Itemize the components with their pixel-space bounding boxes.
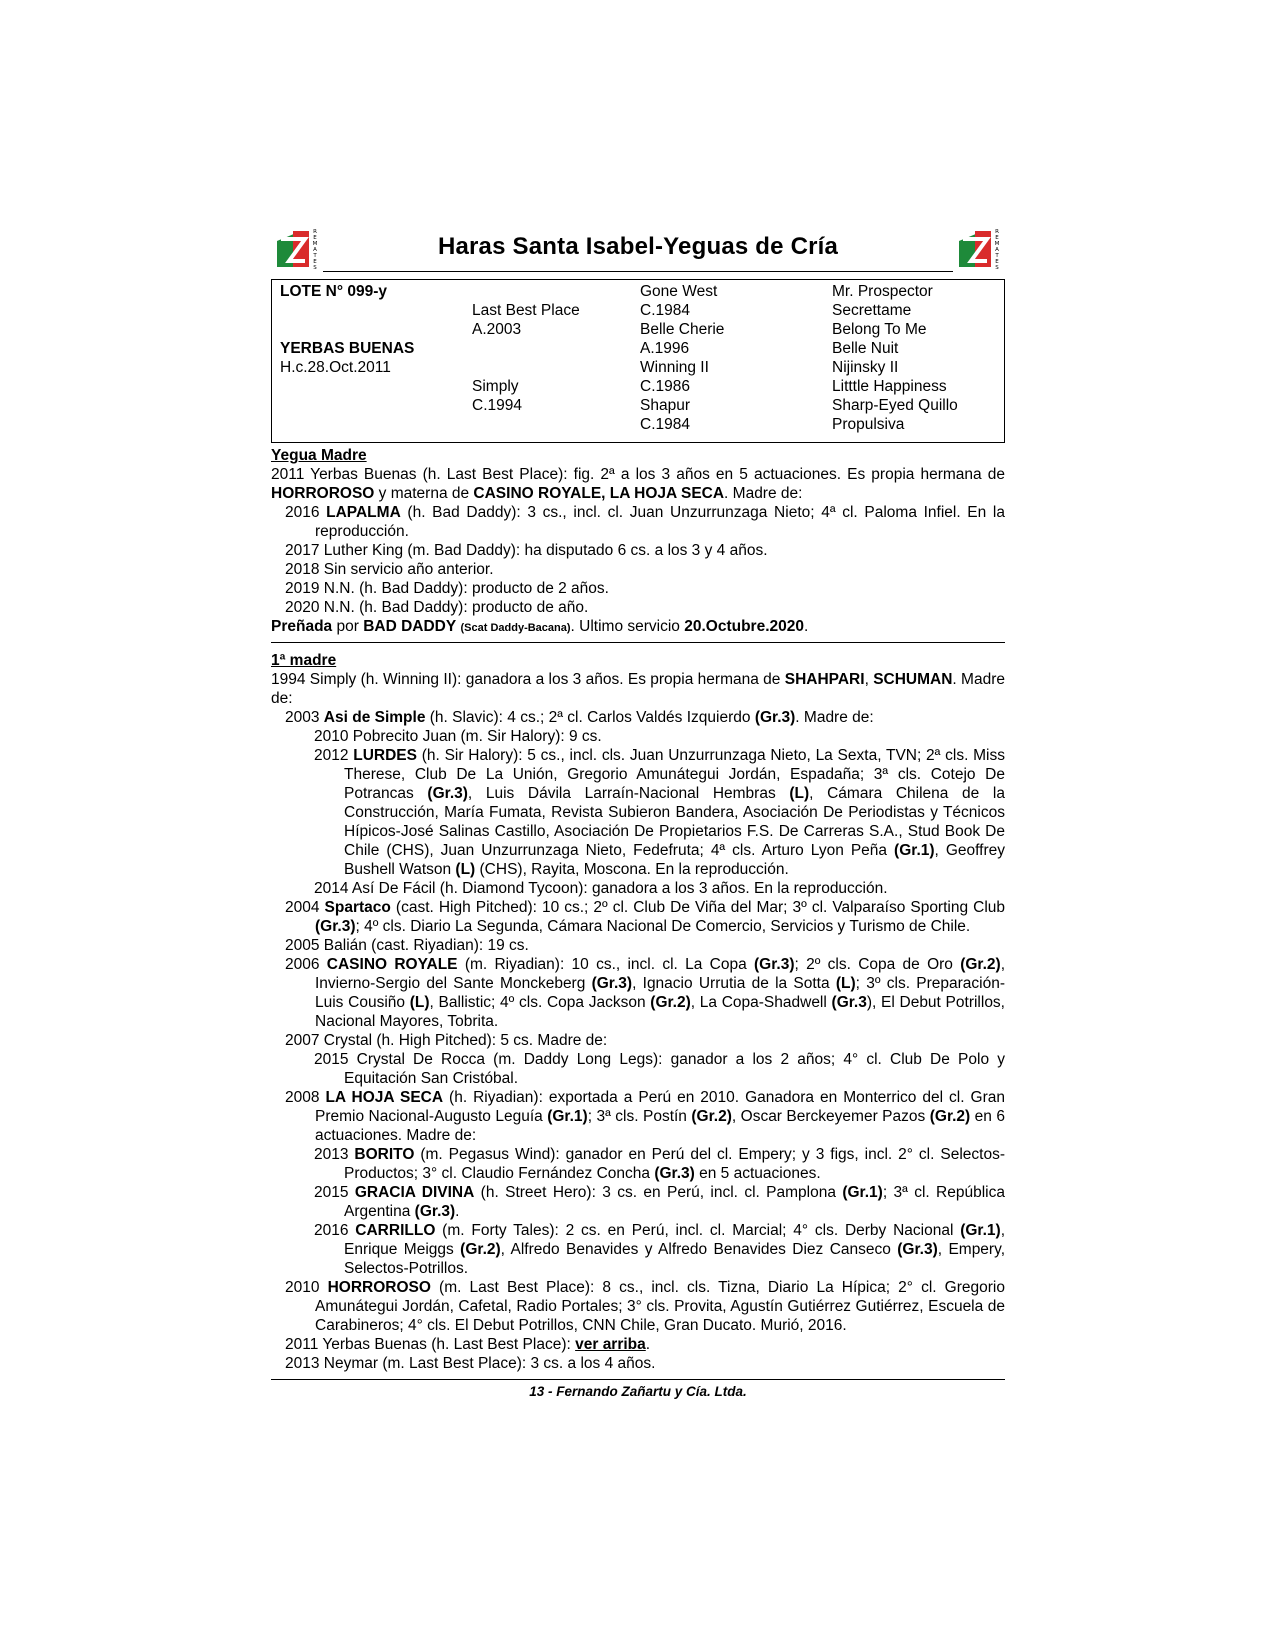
pedigree-col-parents xyxy=(472,282,580,415)
svg-text:E: E xyxy=(313,259,317,265)
yegua-madre-section xyxy=(271,446,1005,638)
offspring-entry: 2018 Sin servicio año anterior. xyxy=(285,561,494,578)
svg-text:A: A xyxy=(995,247,999,253)
offspring-entry: 2016 LAPALMA (h. Bad Daddy): 3 cs., incl. cl. Juan Unzurrunzaga Nieto; 4ª cl. Paloma Infiel. En la reproducción. xyxy=(285,504,1005,540)
pedigree-col-great-grandparents xyxy=(832,282,958,434)
offspring-entry: 2005 Balián (cast. Riyadian): 19 cs. xyxy=(285,937,529,954)
svg-text:E: E xyxy=(313,235,317,241)
svg-text:E: E xyxy=(995,235,999,241)
section-title: Yegua Madre xyxy=(271,447,367,464)
page-footer: 13 - Fernando Zañartu y Cía. Ltda. xyxy=(529,1384,747,1399)
grand-offspring-entry: 2015 Crystal De Rocca (m. Daddy Long Legs): ganador a los 2 años; 4° cl. Club De Polo y Equitación San Cristóbal. xyxy=(314,1051,1005,1087)
ped-cell: C.1984 xyxy=(640,416,690,433)
offspring-entry: 2013 Neymar (m. Last Best Place): 3 cs. a los 4 años. xyxy=(285,1355,656,1372)
ped-cell: Litttle Happiness xyxy=(832,378,947,395)
ped-cell: Nijinsky II xyxy=(832,359,899,376)
pregnancy-note: Preñada por BAD DADDY (Scat Daddy-Bacana). Ultimo servicio 20.Octubre.2020. xyxy=(271,618,809,635)
grand-offspring-entry: 2015 GRACIA DIVINA (h. Street Hero): 3 cs. en Perú, incl. cl. Pamplona (Gr.1); 3ª cl. República Argentina (Gr.3). xyxy=(314,1184,1005,1220)
ped-cell: Winning II xyxy=(640,359,709,376)
grand-offspring-entry: 2014 Así De Fácil (h. Diamond Tycoon): ganadora a los 3 años. En la reproducción. xyxy=(314,880,888,897)
ped-cell: Shapur xyxy=(640,397,690,414)
svg-text:E: E xyxy=(995,259,999,265)
primera-madre-section xyxy=(271,651,1005,1373)
offspring-entry: 2004 Spartaco (cast. High Pitched): 10 cs.; 2º cl. Club De Viña del Mar; 3º cl. Valparaíso Sporting Club (Gr.3); 4º cls. Diario La Segunda, Cámara Nacional De Comercio, Servicios y Turismo de Chile. xyxy=(285,899,1006,935)
ped-cell: C.1984 xyxy=(640,302,690,319)
offspring-entry: 2019 N.N. (h. Bad Daddy): producto de 2 años. xyxy=(285,580,609,597)
grand-offspring-entry: 2013 BORITO (m. Pegasus Wind): ganador en Perú del cl. Empery; y 3 figs, incl. 2° cl. Selectos-Productos; 3° cl. Claudio Fernández Concha (Gr.3) en 5 actuaciones. xyxy=(314,1146,1005,1182)
svg-text:M: M xyxy=(994,241,1000,247)
svg-text:T: T xyxy=(995,253,999,259)
catalog-page xyxy=(271,227,1005,1399)
dam-name: Simply xyxy=(472,378,519,395)
offspring-entry: 2003 Asi de Simple (h. Slavic): 4 cs.; 2ª cl. Carlos Valdés Izquierdo (Gr.3). Madre de: xyxy=(285,709,874,726)
ped-cell: Propulsiva xyxy=(832,416,905,433)
svg-text:R: R xyxy=(995,229,999,235)
horse-info: H.c.28.Oct.2011 xyxy=(280,359,391,376)
svg-text:S: S xyxy=(995,265,999,271)
grand-offspring-entry: 2016 CARRILLO (m. Forty Tales): 2 cs. en Perú, incl. cl. Marcial; 4° cls. Derby Nacional (Gr.1), Enrique Meiggs (Gr.2), Alfredo Benavides y Alfredo Benavides Diez Canseco (Gr.3), Empery, Selectos-Potrillos. xyxy=(314,1222,1006,1277)
paragraph: 1994 Simply (h. Winning II): ganadora a los 3 años. Es propia hermana de SHAHPARI, SCHUMAN. Madre de: xyxy=(271,671,1005,707)
dam-info: C.1994 xyxy=(472,397,522,414)
ped-cell: Belong To Me xyxy=(832,321,927,338)
offspring-entry: 2006 CASINO ROYALE (m. Riyadian): 10 cs., incl. cl. La Copa (Gr.3); 2º cls. Copa de Oro (Gr.2), Invierno-Sergio del Sante Monckeberg (Gr.3), Ignacio Urrutia de la Sotta (L); 3º cls. Preparación-Luis Cousiño (L), Ballistic; 4º cls. Copa Jackson (Gr.2), La Copa-Shadwell (Gr.3), El Debut Potrillos, Nacional Mayores, Tobrita. xyxy=(285,956,1006,1030)
svg-text:T: T xyxy=(313,253,317,259)
ped-cell: A.1996 xyxy=(640,340,690,357)
ped-cell: Belle Nuit xyxy=(832,340,899,357)
svg-text:A: A xyxy=(313,247,317,253)
offspring-entry: 2010 HORROROSO (m. Last Best Place): 8 cs., incl. cls. Tizna, Diario La Hípica; 2° cl. Gregorio Amunátegui Jordán, Cafetal, Radio Portales; 3° cls. Provita, Agustín Gutiérrez Gutiérrez, Escuela de Carabineros; 4° cls. El Debut Potrillos, CNN Chile, Gran Ducato. Murió, 2016. xyxy=(285,1279,1005,1334)
sire-info: A.2003 xyxy=(472,321,522,338)
ped-cell: Gone West xyxy=(640,283,718,300)
ped-cell: C.1986 xyxy=(640,378,690,395)
paragraph: 2011 Yerbas Buenas (h. Last Best Place): fig. 2ª a los 3 años en 5 actuaciones. Es propia hermana de HORROROSO y materna de CASINO ROYALE, LA HOJA SECA. Madre de: xyxy=(271,466,1005,502)
ped-cell: Mr. Prospector xyxy=(832,283,933,300)
offspring-entry: 2007 Crystal (h. High Pitched): 5 cs. Madre de: xyxy=(285,1032,608,1049)
logo-letter-r: R xyxy=(313,229,317,235)
grand-offspring-entry: 2010 Pobrecito Juan (m. Sir Halory): 9 cs. xyxy=(314,728,602,745)
lot-number: LOTE N° 099-y xyxy=(280,283,387,300)
section-title: 1ª madre xyxy=(271,652,337,669)
offspring-entry: 2008 LA HOJA SECA (h. Riyadian): exportada a Perú en 2010. Ganadora en Monterrico del cl. Gran Premio Nacional-Augusto Leguía (Gr.1); 3ª cls. Postín (Gr.2), Oscar Berckeyemer Pazos (Gr.2) en 6 actuaciones. Madre de: xyxy=(285,1089,1005,1144)
ped-cell: Belle Cherie xyxy=(640,321,725,338)
offspring-entry: 2017 Luther King (m. Bad Daddy): ha disputado 6 cs. a los 3 y 4 años. xyxy=(285,542,768,559)
pedigree-col-horse xyxy=(280,282,414,377)
page-header xyxy=(271,227,1005,277)
pedigree-col-grandparents xyxy=(640,282,724,434)
offspring-entry: 2020 N.N. (h. Bad Daddy): producto de año. xyxy=(285,599,589,616)
ped-cell: Secrettame xyxy=(832,302,912,319)
footer-divider xyxy=(271,1379,1005,1380)
zl-remates-logo xyxy=(271,227,323,273)
ped-cell: Sharp-Eyed Quillo xyxy=(832,397,958,414)
sire-name: Last Best Place xyxy=(472,302,580,319)
svg-text:S: S xyxy=(313,265,317,271)
zl-remates-logo-right xyxy=(953,227,1005,273)
pedigree-table xyxy=(271,279,1005,443)
offspring-entry: 2011 Yerbas Buenas (h. Last Best Place): ver arriba. xyxy=(285,1336,651,1353)
title-underline xyxy=(323,271,953,272)
horse-name: YERBAS BUENAS xyxy=(280,340,415,357)
page-title: Haras Santa Isabel-Yeguas de Cría xyxy=(437,233,839,260)
section-divider xyxy=(271,642,1005,643)
svg-text:M: M xyxy=(312,241,318,247)
grand-offspring-entry: 2012 LURDES (h. Sir Halory): 5 cs., incl. cls. Juan Unzurrunzaga Nieto, La Sexta, TVN; 2ª cls. Miss Therese, Club De La Unión, Gregorio Amunátegui Jordán, Espadaña; 3ª cls. Cotejo De Potrancas (Gr.3), Luis Dávila Larraín-Nacional Hembras (L), Cámara Chilena de la Construcción, María Fumata, Revista Subieron Bandera, Asociación De Periodistas y Técnicos Hípicos-José Salinas Castillo, Asociación De Propietarios F.S. De Carreras S.A., Stud Book De Chile (CHS), Juan Unzurrunzaga Nieto, Fedefruta; 4ª cls. Arturo Lyon Peña (Gr.1), Geoffrey Bushell Watson (L) (CHS), Rayita, Moscona. En la reproducción. xyxy=(314,747,1006,878)
see-above-link: ver arriba xyxy=(575,1336,646,1353)
